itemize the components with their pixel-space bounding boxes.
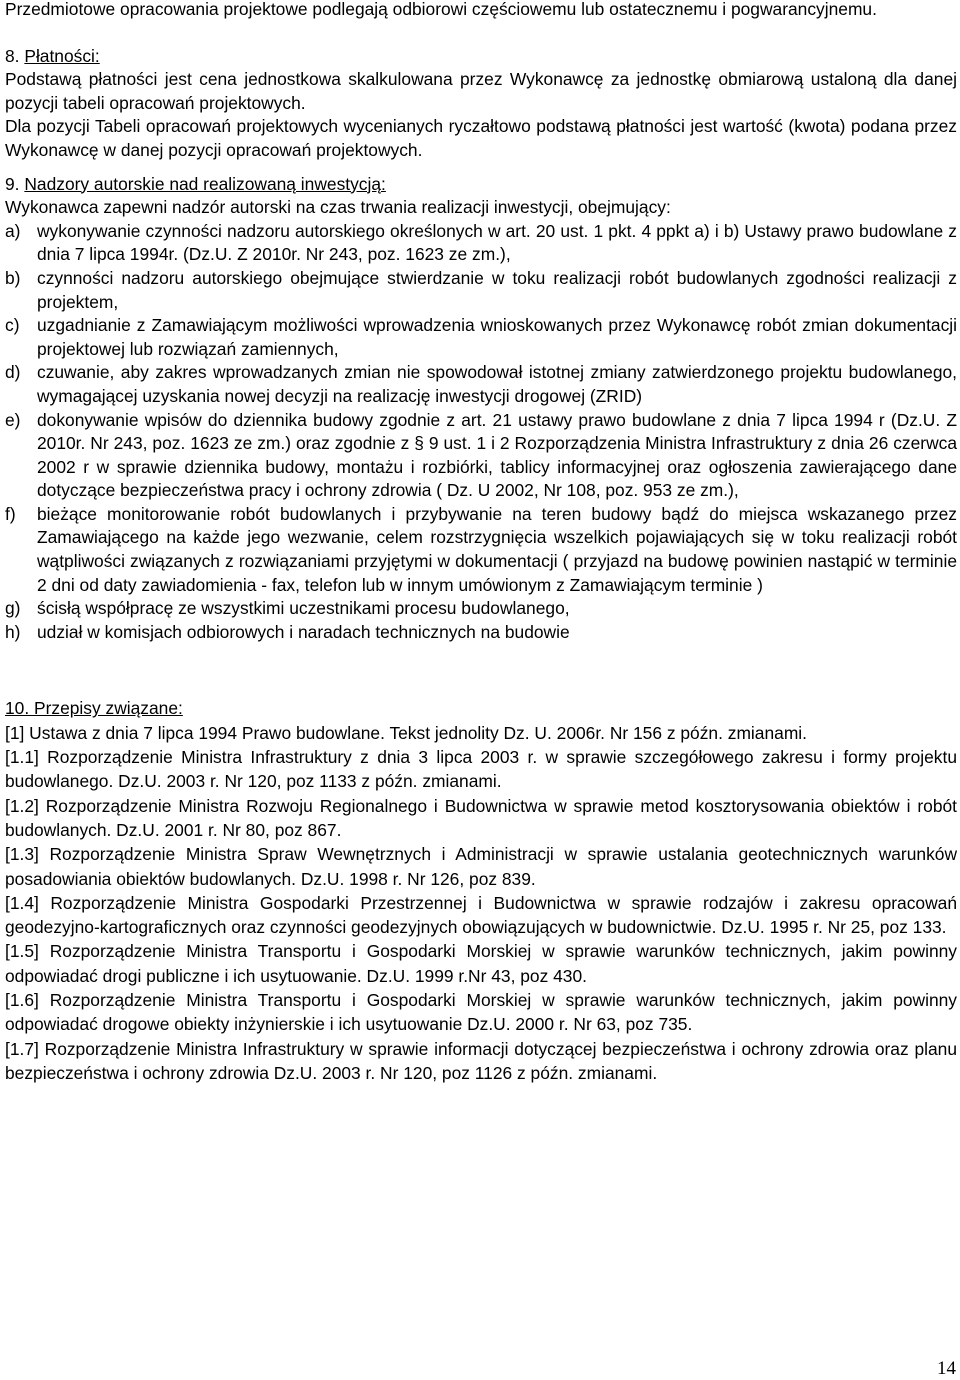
section-8 [5,45,957,163]
list-item [5,361,957,408]
list-item [5,220,957,267]
list-item [5,503,957,597]
section-9-title: Nadzory autorskie nad realizowaną inwestycją: [24,173,386,194]
section-8-heading [5,45,957,69]
list-item [5,267,957,314]
reference-item: [1.3] Rozporządzenie Ministra Spraw Wewnętrznych i Administracji w sprawie ustalania geotechnicznych warunków posadowiania obiektów budowlanych. Dz.U. 1998 r. Nr 126, poz 839. [5,844,957,889]
reference-item: [1.6] Rozporządzenie Ministra Transportu i Gospodarki Morskiej w sprawie warunków technicznych, jakim powinny odpowiadać drogowe obiekty inżynierskie i ich usytuowanie Dz.U. 2000 r. Nr 63, poz 735. [5,990,957,1035]
section-10-heading [5,696,957,720]
list-item-text: czuwanie, aby zakres wprowadzanych zmian nie spowodował istotnej zmiany zatwierdzonego projektu budowlanego, wymagającej uzyskania nowej decyzji na realizację inwestycji drogowej (ZRID) [37,362,957,406]
list-item-text: bieżące monitorowanie robót budowlanych i przybywanie na teren budowy bądź do miejsca wskazanego przez Zamawiającego na każde jego wezwanie, celem rozstrzygnięcia wszelkich pojawiających się w toku realizacji robót wątpliwości związanych z rozwiązaniami przyjętymi w dokumentacji ( przyjazd na budowę powinien nastąpić w terminie 2 dni od daty zawiadomienia - fax, telefon lub w innym umówionym z Zamawiającym terminie ) [37,503,957,595]
reference-item: [1.2] Rozporządzenie Ministra Rozwoju Regionalnego i Budownictwa w sprawie metod kosztorysowania obiektów i robót budowlanych. Dz.U. 2001 r. Nr 80, poz 867. [5,795,957,840]
reference-item: [1.4] Rozporządzenie Ministra Gospodarki Przestrzennej i Budownictwa w sprawie rodzajów i zakresu opracowań geodezyjno-kartograficznych oraz czynności geodezyjnych obowiązujących w budownictwie. Dz.U. 1995 r. Nr 25, poz 133. [5,892,957,938]
section-9-number: 9. [5,173,25,194]
list-item-label: g) [5,598,21,619]
list-item [5,597,957,621]
reference-item: [1.5] Rozporządzenie Ministra Transportu i Gospodarki Morskiej w sprawie warunków technicznych, jakim powinny odpowiadać drogi publiczne i ich usytuowanie. Dz.U. 1999 r.Nr 43, poz 430. [5,941,957,986]
list-item-text: dokonywanie wpisów do dziennika budowy zgodnie z art. 21 ustawy prawo budowlane z dnia 7 lipca 1994 r (Dz.U. Z 2010r. Nr 243, poz. 1623 ze zm.) oraz zgodnie z § 9 ust. 1 i 2 Rozporządzenia Ministra Infrastruktury z dnia 26 czerwca 2002 r w sprawie dziennika budowy, montażu i rozbiórki, tablicy informacyjnej oraz ogłoszenia zawierającego dane dotyczące bezpieczeństwa pracy i ochrony zdrowia ( Dz. U 2002, Nr 108, poz. 953 ze zm.), [37,409,957,501]
section-8-title: Płatności: [24,45,100,66]
document-page [5,0,957,1085]
section-9-heading [5,173,957,197]
list-item-text: wykonywanie czynności nadzoru autorskiego określonych w art. 20 ust. 1 pkt. 4 ppkt a) i b) Ustawy prawo budowlane z dnia 7 lipca 1994r. (Dz.U. Z 2010r. Nr 243, poz. 1623 ze zm.), [37,220,957,265]
list-item-text: ścisłą współpracę ze wszystkimi uczestnikami procesu budowlanego, [37,598,570,619]
list-item [5,409,957,503]
list-item-label: b) [5,267,21,288]
section-9 [5,173,957,645]
list-item [5,621,957,645]
list-item-label: f) [5,503,16,524]
page-number: 14 [937,1358,956,1379]
section-10-title: 10. Przepisy związane: [5,698,183,719]
intro-paragraph: Przedmiotowe opracowania projektowe podlegają odbiorowi częściowemu lub ostatecznemu i pogwarancyjnemu. [5,0,877,19]
list-item-label: d) [5,362,21,383]
section-8-paragraph: Podstawą płatności jest cena jednostkowa skalkulowana przez Wykonawcę za jednostkę obmiarową ustaloną dla danej pozycji tabeli opracowań projektowych. [5,69,957,113]
list-item [5,314,957,361]
list-item-label: c) [5,315,20,336]
list-item-text: czynności nadzoru autorskiego obejmujące stwierdzanie w toku realizacji robót budowlanych zgodności realizacji z projektem, [37,267,957,312]
section-10 [5,696,957,1085]
section-8-number: 8. [5,45,25,66]
section-9-intro: Wykonawca zapewni nadzór autorski na czas trwania realizacji inwestycji, obejmujący: [5,197,671,218]
list-item-label: h) [5,621,21,642]
reference-item: [1] Ustawa z dnia 7 lipca 1994 Prawo budowlane. Tekst jednolity Dz. U. 2006r. Nr 156 z późn. zmianami. [5,722,807,743]
section-8-paragraph: Dla pozycji Tabeli opracowań projektowych wycenianych ryczałtowo podstawą płatności jest wartość (kwota) podana przez Wykonawcę w danej pozycji opracowań projektowych. [5,116,957,160]
list-item-text: udział w komisjach odbiorowych i naradach technicznych na budowie [37,621,570,642]
list-item-label: e) [5,409,21,430]
list-item-text: uzgadnianie z Zamawiającym możliwości wprowadzenia wnioskowanych przez Wykonawcę robót zmian dokumentacji projektowej lub rozwiązań zamiennych, [37,315,957,359]
list-item-label: a) [5,220,21,241]
reference-item: [1.1] Rozporządzenie Ministra Infrastruktury z dnia 3 lipca 2003 r. w sprawie szczegółowego zakresu i formy projektu budowlanego. Dz.U. 2003 r. Nr 120, poz 1133 z późn. zmianami. [5,747,957,792]
reference-item: [1.7] Rozporządzenie Ministra Infrastruktury w sprawie informacji dotyczącej bezpieczeństwa i ochrony zdrowia oraz planu bezpieczeństwa i ochrony zdrowia Dz.U. 2003 r. Nr 120, poz 1126 z późn. zmianami. [5,1038,957,1083]
